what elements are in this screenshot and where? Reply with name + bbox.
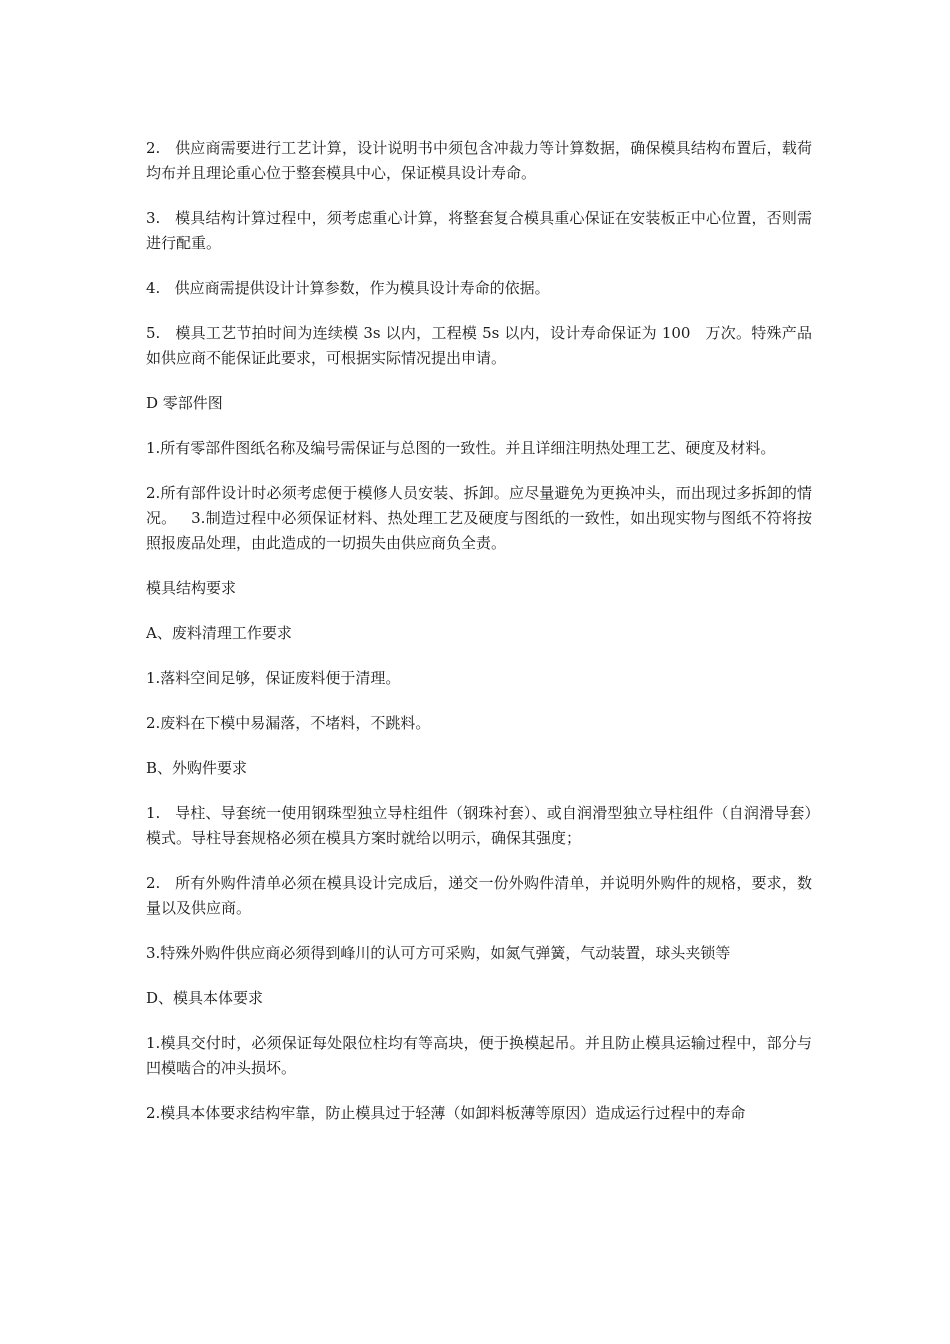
- section-heading-structure-requirements: 模具结构要求: [146, 579, 237, 597]
- paragraph-guide-posts: 1. 导柱、导套统一使用钢珠型独立导柱组件（钢珠衬套）、或自润滑型独立导柱组件（自润滑导套）模式。导柱导套规格必须在模具方案时就给以明示，确保其强度；: [146, 804, 812, 847]
- section-heading-scrap-cleaning: A、废料清理工作要求: [146, 624, 292, 642]
- paragraph-parts-naming: 1.所有零部件图纸名称及编号需保证与总图的一致性。并且详细注明热处理工艺、硬度及材料。: [146, 439, 776, 457]
- paragraph-design-parameters: 4. 供应商需提供设计计算参数，作为模具设计寿命的依据。: [146, 279, 550, 297]
- paragraph-cycle-time: 5. 模具工艺节拍时间为连续模 3s 以内，工程模 5s 以内，设计寿命保证为 100 万次。特殊产品如供应商不能保证此要求，可根据实际情况提出申请。: [146, 324, 812, 367]
- document-page: [146, 136, 812, 1146]
- paragraph-scrap-space: 1.落料空间足够，保证废料便于清理。: [146, 669, 401, 687]
- paragraph-parts-assembly: 2.所有部件设计时必须考虑便于模修人员安装、拆卸。应尽量避免为更换冲头，而出现过多拆卸的情况。 3.制造过程中必须保证材料、热处理工艺及硬度与图纸的一致性，如出现实物与图纸不符将按照报废品处理，由此造成的一切损失由供应商负全责。: [146, 484, 812, 552]
- paragraph-die-delivery: 1.模具交付时，必须保证每处限位柱均有等高块，便于换模起吊。并且防止模具运输过程中，部分与凹模啮合的冲头损坏。: [146, 1034, 812, 1077]
- paragraph-die-structure: 2.模具本体要求结构牢靠，防止模具过于轻薄（如卸料板薄等原因）造成运行过程中的寿命: [146, 1104, 746, 1122]
- section-heading-purchased-parts: B、外购件要求: [146, 759, 248, 777]
- section-heading-parts-drawing: D 零部件图: [146, 394, 223, 412]
- paragraph-process-calculation: 2. 供应商需要进行工艺计算，设计说明书中须包含冲裁力等计算数据，确保模具结构布置后，载荷均布并且理论重心位于整套模具中心，保证模具设计寿命。: [146, 139, 812, 182]
- paragraph-purchase-list: 2. 所有外购件清单必须在模具设计完成后，递交一份外购件清单，并说明外购件的规格，要求，数量以及供应商。: [146, 874, 812, 917]
- paragraph-special-purchases: 3.特殊外购件供应商必须得到峰川的认可方可采购，如氮气弹簧，气动装置，球头夹锁等: [146, 944, 731, 962]
- paragraph-scrap-drop: 2.废料在下模中易漏落，不堵料，不跳料。: [146, 714, 431, 732]
- paragraph-center-of-gravity: 3. 模具结构计算过程中，须考虑重心计算，将整套复合模具重心保证在安装板正中心位置，否则需进行配重。: [146, 209, 812, 252]
- section-heading-die-body: D、模具本体要求: [146, 989, 264, 1007]
